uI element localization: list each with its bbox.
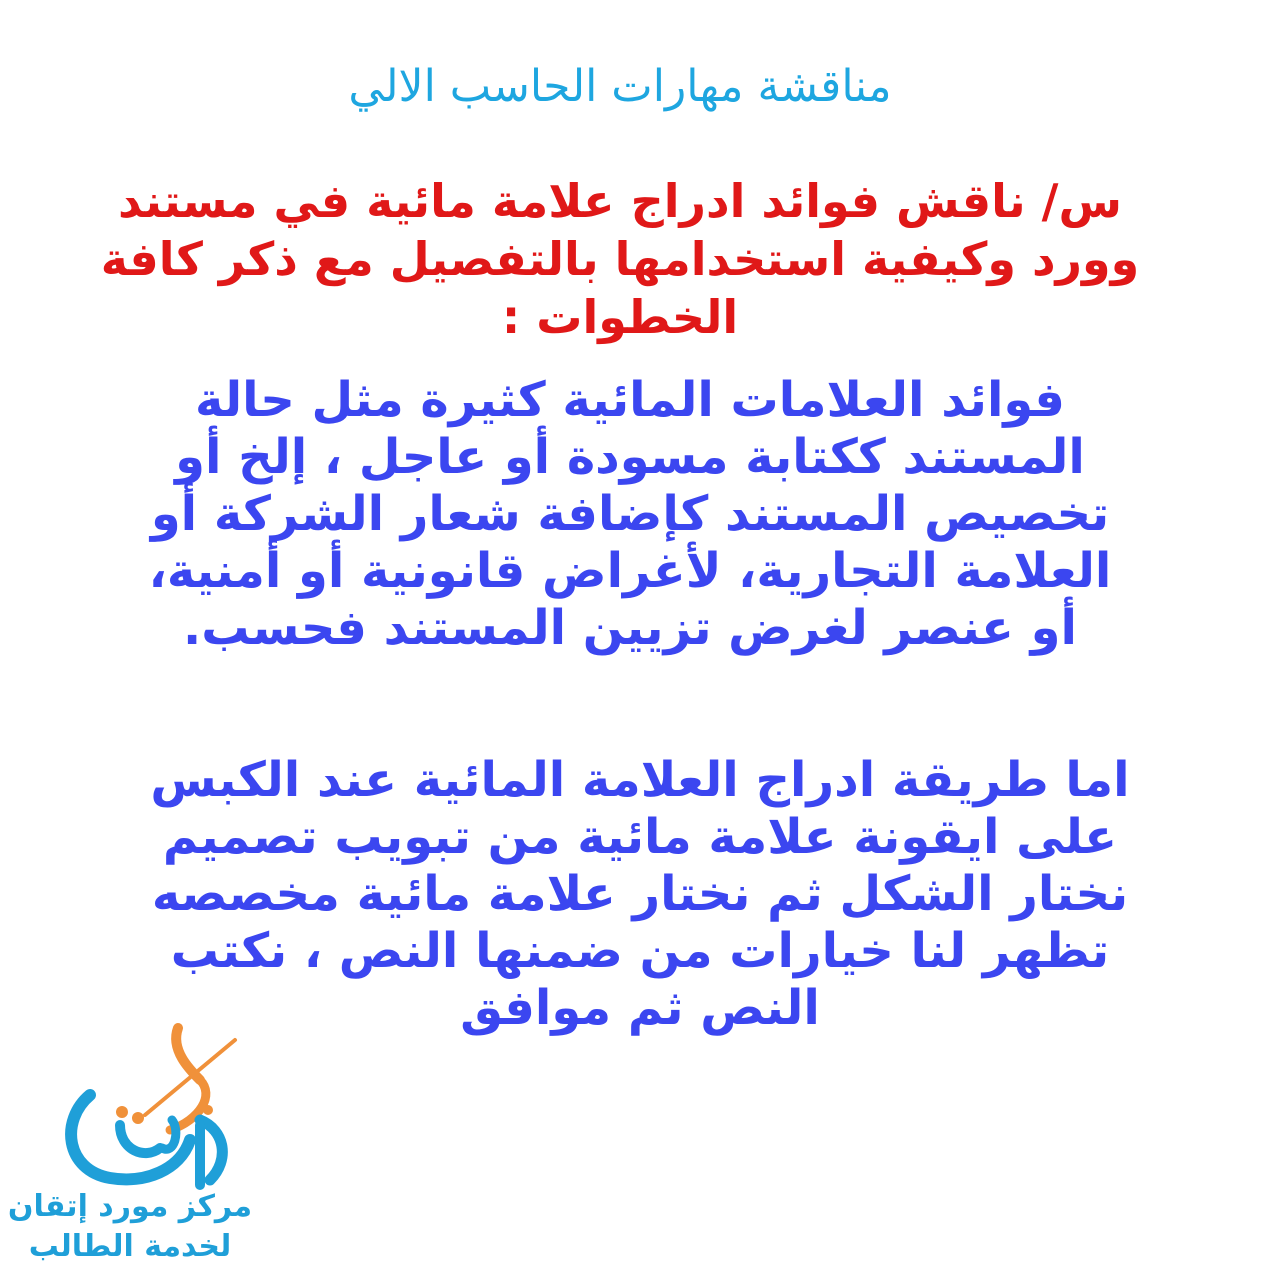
question-text: س/ ناقش فوائد ادراج علامة مائية في مستند وورد وكيفية استخدامها بالتفصيل مع ذكر كافة الخطوات :: [100, 174, 1140, 344]
answer-paragraph-benefits: فوائد العلامات المائية كثيرة مثل حالة المستند ككتابة مسودة أو عاجل ، إلخ أو تخصيص المستند كإضافة شعار الشركة أو العلامة التجارية، لأغراض قانونية أو أمنية، أو عنصر لغرض تزيين المستند فحسب.: [148, 372, 1112, 656]
page-title: مناقشة مهارات الحاسب الالي: [348, 61, 892, 112]
logo-caption-line-2: لخدمة الطالب: [28, 1229, 232, 1264]
logo-caption-line-1: مركز مورد إتقان: [7, 1189, 253, 1224]
itqan-calligraphy-logo-icon: [50, 1020, 250, 1200]
answer-paragraph-steps: اما طريقة ادراج العلامة المائية عند الكبس على ايقونة علامة مائية من تبويب تصميم نختار الشكل ثم نختار علامة مائية مخصصه تظهر لنا خيارات من ضمنها النص ، نكتب النص ثم موافق: [150, 752, 1130, 1036]
